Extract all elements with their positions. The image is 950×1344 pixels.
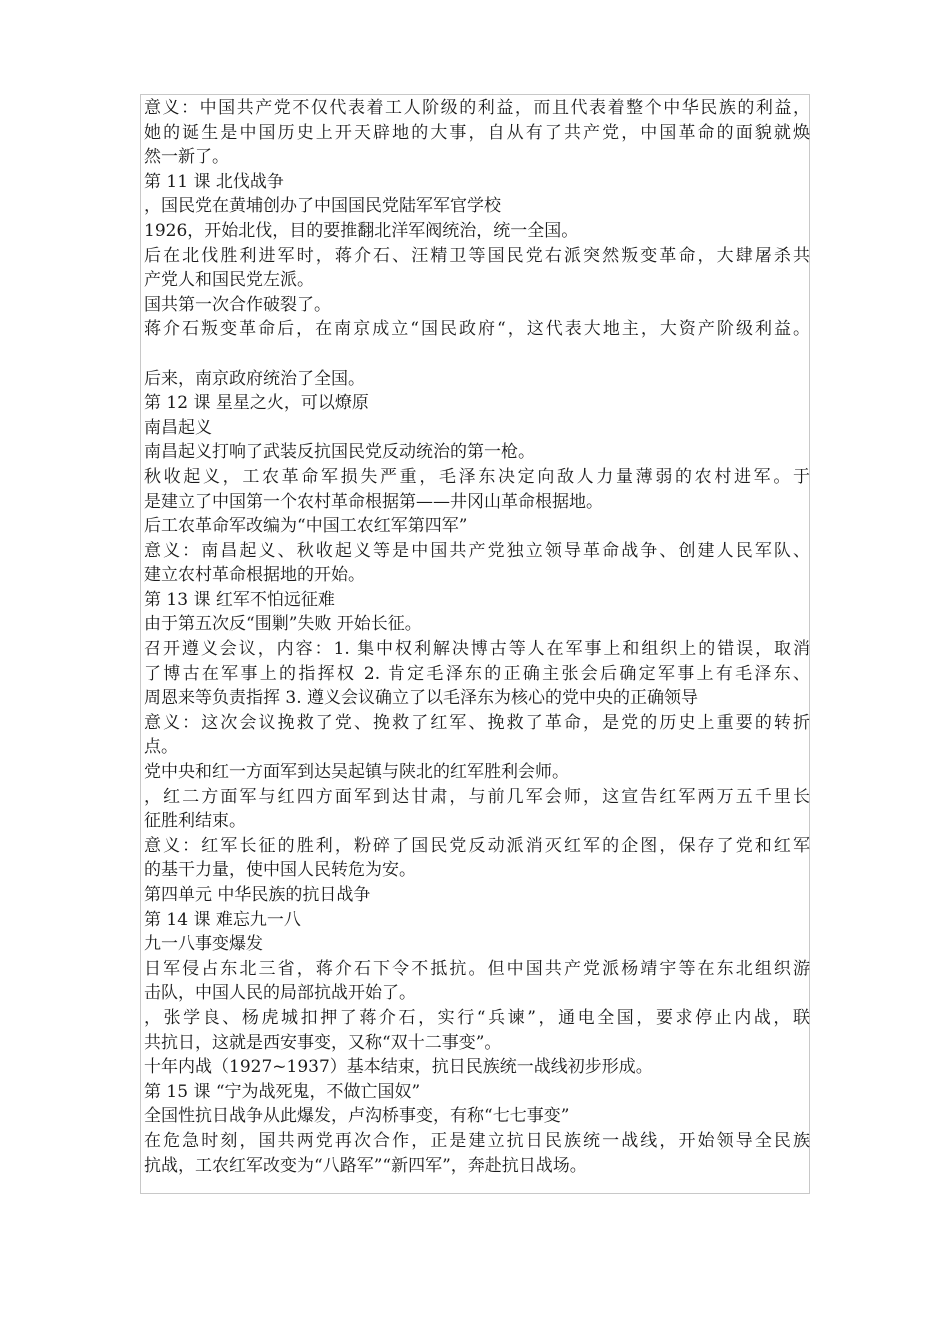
text-line: 第 11 课 北伐战争 <box>144 171 284 192</box>
text-line: 意义：这次会议挽救了党、挽救了红军、挽救了革命，是党的历史上重要的转折 <box>144 712 810 733</box>
text-line: ，国民党在黄埔创办了中国国民党陆军军官学校 <box>144 196 501 217</box>
text-line: 蒋介石叛变革命后，在南京成立“国民政府“，这代表大地主，大资产阶级利益。 <box>144 319 810 340</box>
text-line: 意义：红军长征的胜利，粉碎了国民党反动派消灭红军的企图，保存了党和红军 <box>144 835 810 856</box>
text-line: ，张学良、杨虎城扣押了蒋介石，实行“兵谏”，通电全国，要求停止内战，联 <box>144 1007 810 1028</box>
text-line: 了博古在军事上的指挥权 2. 肯定毛泽东的正确主张会后确定军事上有毛泽东、 <box>144 663 810 684</box>
text-line: 由于第五次反“围剿”失败 开始长征。 <box>144 614 422 635</box>
text-line: 国共第一次合作破裂了。 <box>144 294 331 315</box>
text-line: 建立农村革命根据地的开始。 <box>144 565 365 586</box>
text-line: 后工农革命军改编为“中国工农红军第四军” <box>144 516 468 537</box>
text-line: 抗战，工农红军改变为“八路军”“新四军”，奔赴抗日战场。 <box>144 1155 587 1176</box>
text-line: 周恩来等负责指挥 3. 遵义会议确立了以毛泽东为核心的党中央的正确领导 <box>144 688 699 709</box>
text-line: 的基干力量，使中国人民转危为安。 <box>144 860 416 881</box>
text-line: 第 15 课 “宁为战死鬼，不做亡国奴” <box>144 1081 421 1102</box>
text-line: 击队，中国人民的局部抗战开始了。 <box>144 983 416 1004</box>
document-body <box>144 96 810 1178</box>
text-line: 第 13 课 红军不怕远征难 <box>144 589 335 610</box>
text-line: 日军侵占东北三省，蒋介石下令不抵抗。但中国共产党派杨靖宇等在东北组织游 <box>144 958 810 979</box>
text-line: 是建立了中国第一个农村革命根据第——井冈山革命根据地。 <box>144 491 603 512</box>
text-line: 征胜利结束。 <box>144 811 246 832</box>
text-line: 第 14 课 难忘九一八 <box>144 909 301 930</box>
text-line: 在危急时刻，国共两党再次合作，正是建立抗日民族统一战线，开始领导全民族 <box>144 1130 810 1151</box>
text-line: 南昌起义打响了武装反抗国民党反动统治的第一枪。 <box>144 442 535 463</box>
text-line: 她的诞生是中国历史上开天辟地的大事，自从有了共产党，中国革命的面貌就焕 <box>144 122 810 143</box>
text-line: 九一八事变爆发 <box>144 934 263 955</box>
text-line: 意义：南昌起义、秋收起义等是中国共产党独立领导革命战争、创建人民军队、 <box>144 540 810 561</box>
text-line: 秋收起义，工农革命军损失严重，毛泽东决定向敌人力量薄弱的农村进军。于 <box>144 466 810 487</box>
text-line: 共抗日，这就是西安事变，又称“双十二事变”。 <box>144 1032 502 1053</box>
text-line: 第 12 课 星星之火，可以燎原 <box>144 393 369 414</box>
text-line: 产党人和国民党左派。 <box>144 270 314 291</box>
text-line: 然一新了。 <box>144 147 229 168</box>
text-line: ，红二方面军与红四方面军到达甘肃，与前几军会师，这宣告红军两万五千里长 <box>144 786 810 807</box>
text-line: 全国性抗日战争从此爆发，卢沟桥事变，有称“七七事变” <box>144 1106 570 1127</box>
text-line: 召开遵义会议，内容：1. 集中权利解决博古等人在军事上和组织上的错误，取消 <box>144 639 810 660</box>
text-line: 党中央和红一方面军到达吴起镇与陕北的红军胜利会师。 <box>144 762 569 783</box>
text-line: 意义：中国共产党不仅代表着工人阶级的利益，而且代表着整个中华民族的利益， <box>144 98 810 118</box>
text-line: 点。 <box>144 737 178 758</box>
blank-line <box>144 342 810 367</box>
text-line: 十年内战（1927~1937）基本结束，抗日民族统一战线初步形成。 <box>144 1057 653 1078</box>
text-line: 第四单元 中华民族的抗日战争 <box>144 885 371 905</box>
text-line: 后在北伐胜利进军时，蒋介石、汪精卫等国民党右派突然叛变革命，大肆屠杀共 <box>144 245 810 266</box>
text-line: 后来，南京政府统治了全国。 <box>144 368 365 389</box>
text-line: 1926，开始北伐，目的要推翻北洋军阀统治，统一全国。 <box>144 220 579 241</box>
text-line: 南昌起义 <box>144 417 212 438</box>
